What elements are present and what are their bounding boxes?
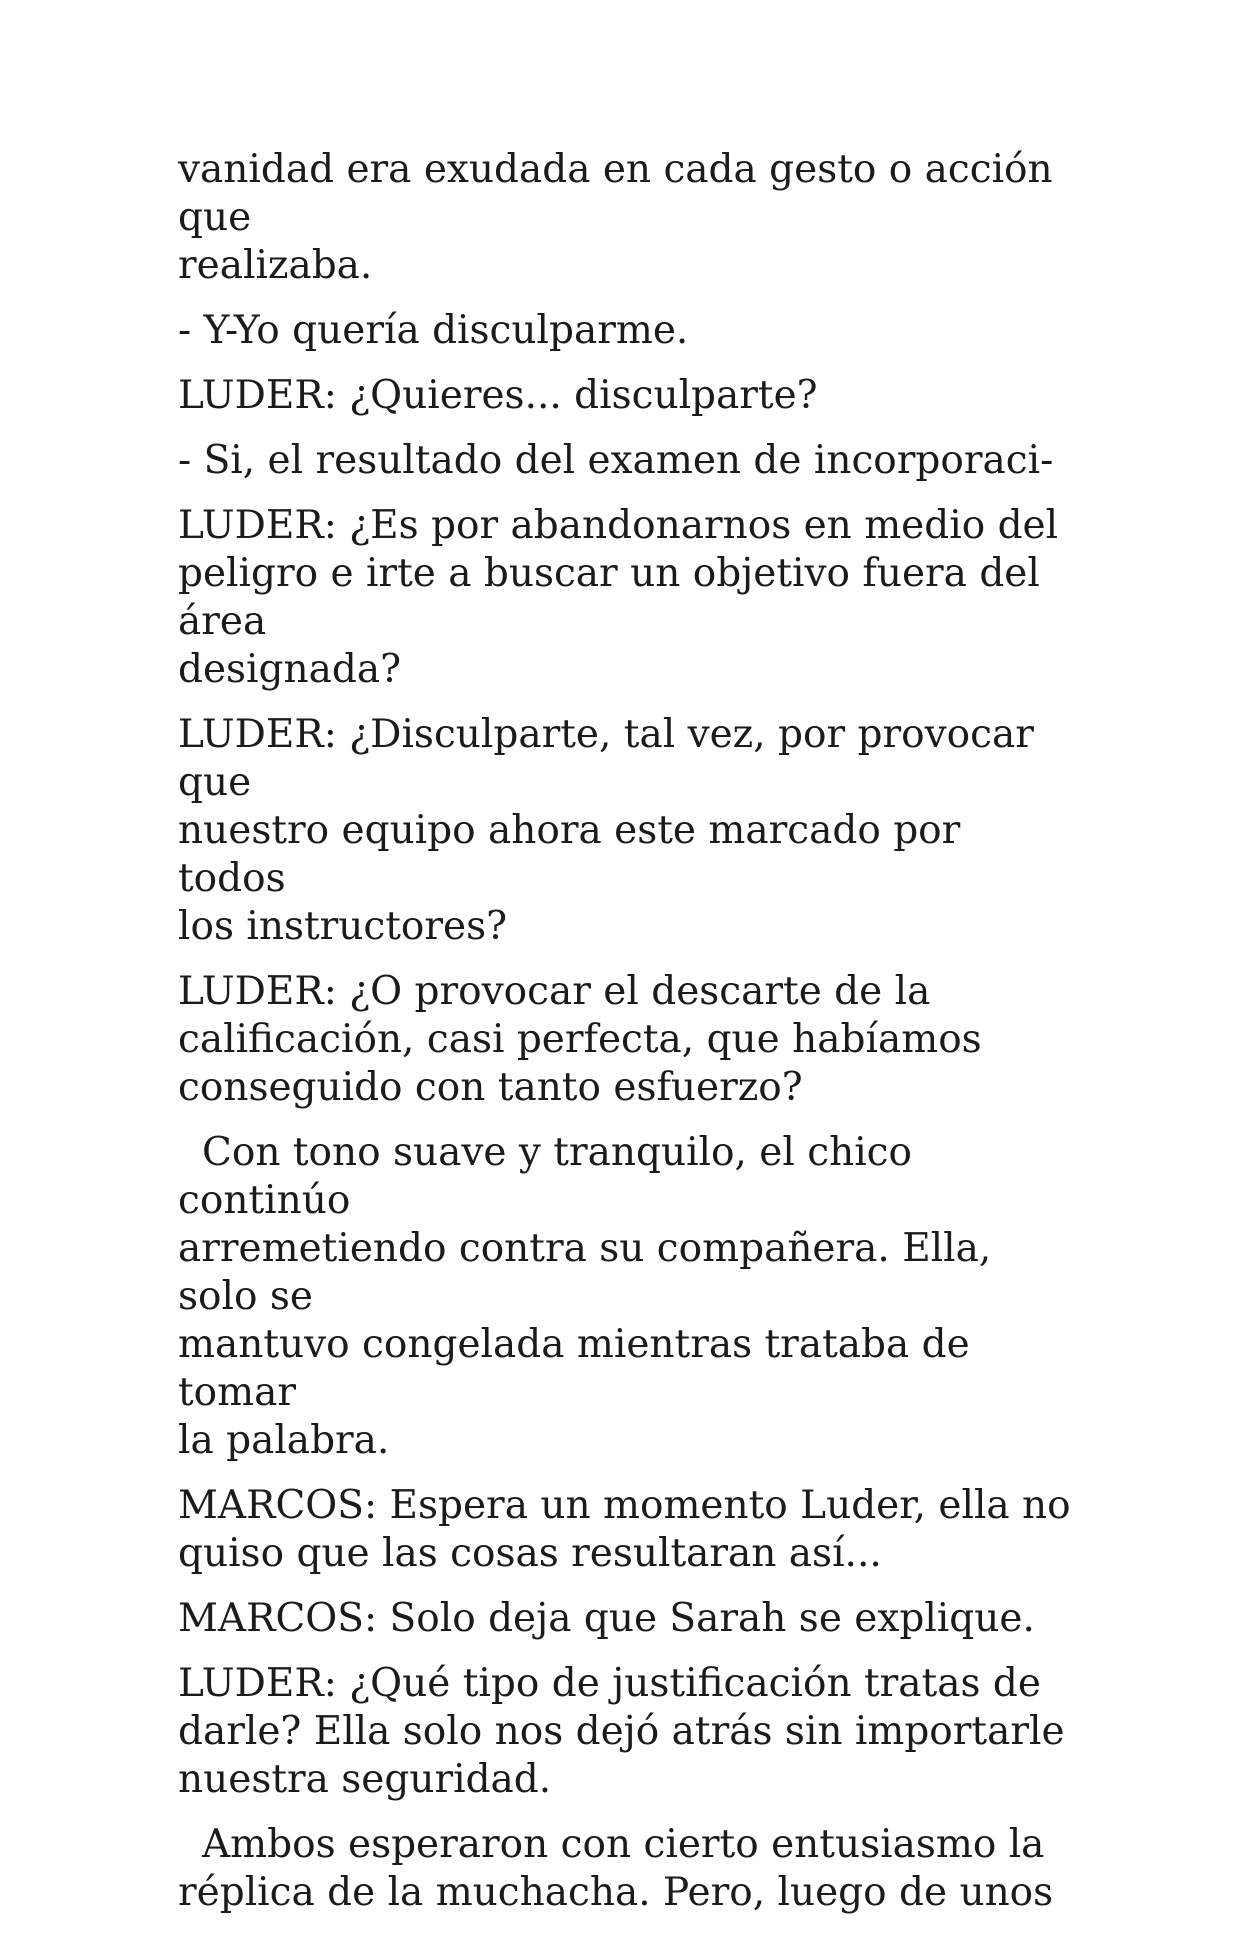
dialogue-luder-question: LUDER: ¿Quieres... disculparte? [178, 373, 818, 418]
dialogue-luder-abandon: LUDER: ¿Es por abandonarnos en medio del peligro e irte a buscar un objetivo fuera del área designada? [178, 503, 1059, 692]
dialogue-marcos-wait: MARCOS: Espera un momento Luder, ella no quiso que las cosas resultaran así... [178, 1483, 1071, 1576]
dialogue-luder-instructors: LUDER: ¿Disculparte, tal vez, por provocar que nuestro equipo ahora este marcado por todos los instructores? [178, 712, 1034, 949]
document-page [178, 146, 1078, 1934]
paragraph-narration-vanity: vanidad era exudada en cada gesto o acción que realizaba. [178, 147, 1053, 288]
dialogue-sarah-apology: - Y-Yo quería disculparme. [178, 308, 689, 353]
dialogue-marcos-explain: MARCOS: Solo deja que Sarah se explique. [178, 1596, 1035, 1641]
dialogue-luder-justification: LUDER: ¿Qué tipo de justificación tratas de darle? Ella solo nos dejó atrás sin importarle nuestra seguridad. [178, 1661, 1065, 1802]
dialogue-luder-grade: LUDER: ¿O provocar el descarte de la calificación, casi perfecta, que habíamos conseguido con tanto esfuerzo? [178, 969, 982, 1110]
paragraph-narration-tone: Con tono suave y tranquilo, el chico continúo arremetiendo contra su compañera. Ella, solo se mantuvo congelada mientras trataba de tomar la palabra. [178, 1130, 992, 1463]
paragraph-narration-reply: Ambos esperaron con cierto entusiasmo la réplica de la muchacha. Pero, luego de unos [178, 1822, 1054, 1915]
dialogue-sarah-exam: - Si, el resultado del examen de incorporaci- [178, 438, 1054, 483]
